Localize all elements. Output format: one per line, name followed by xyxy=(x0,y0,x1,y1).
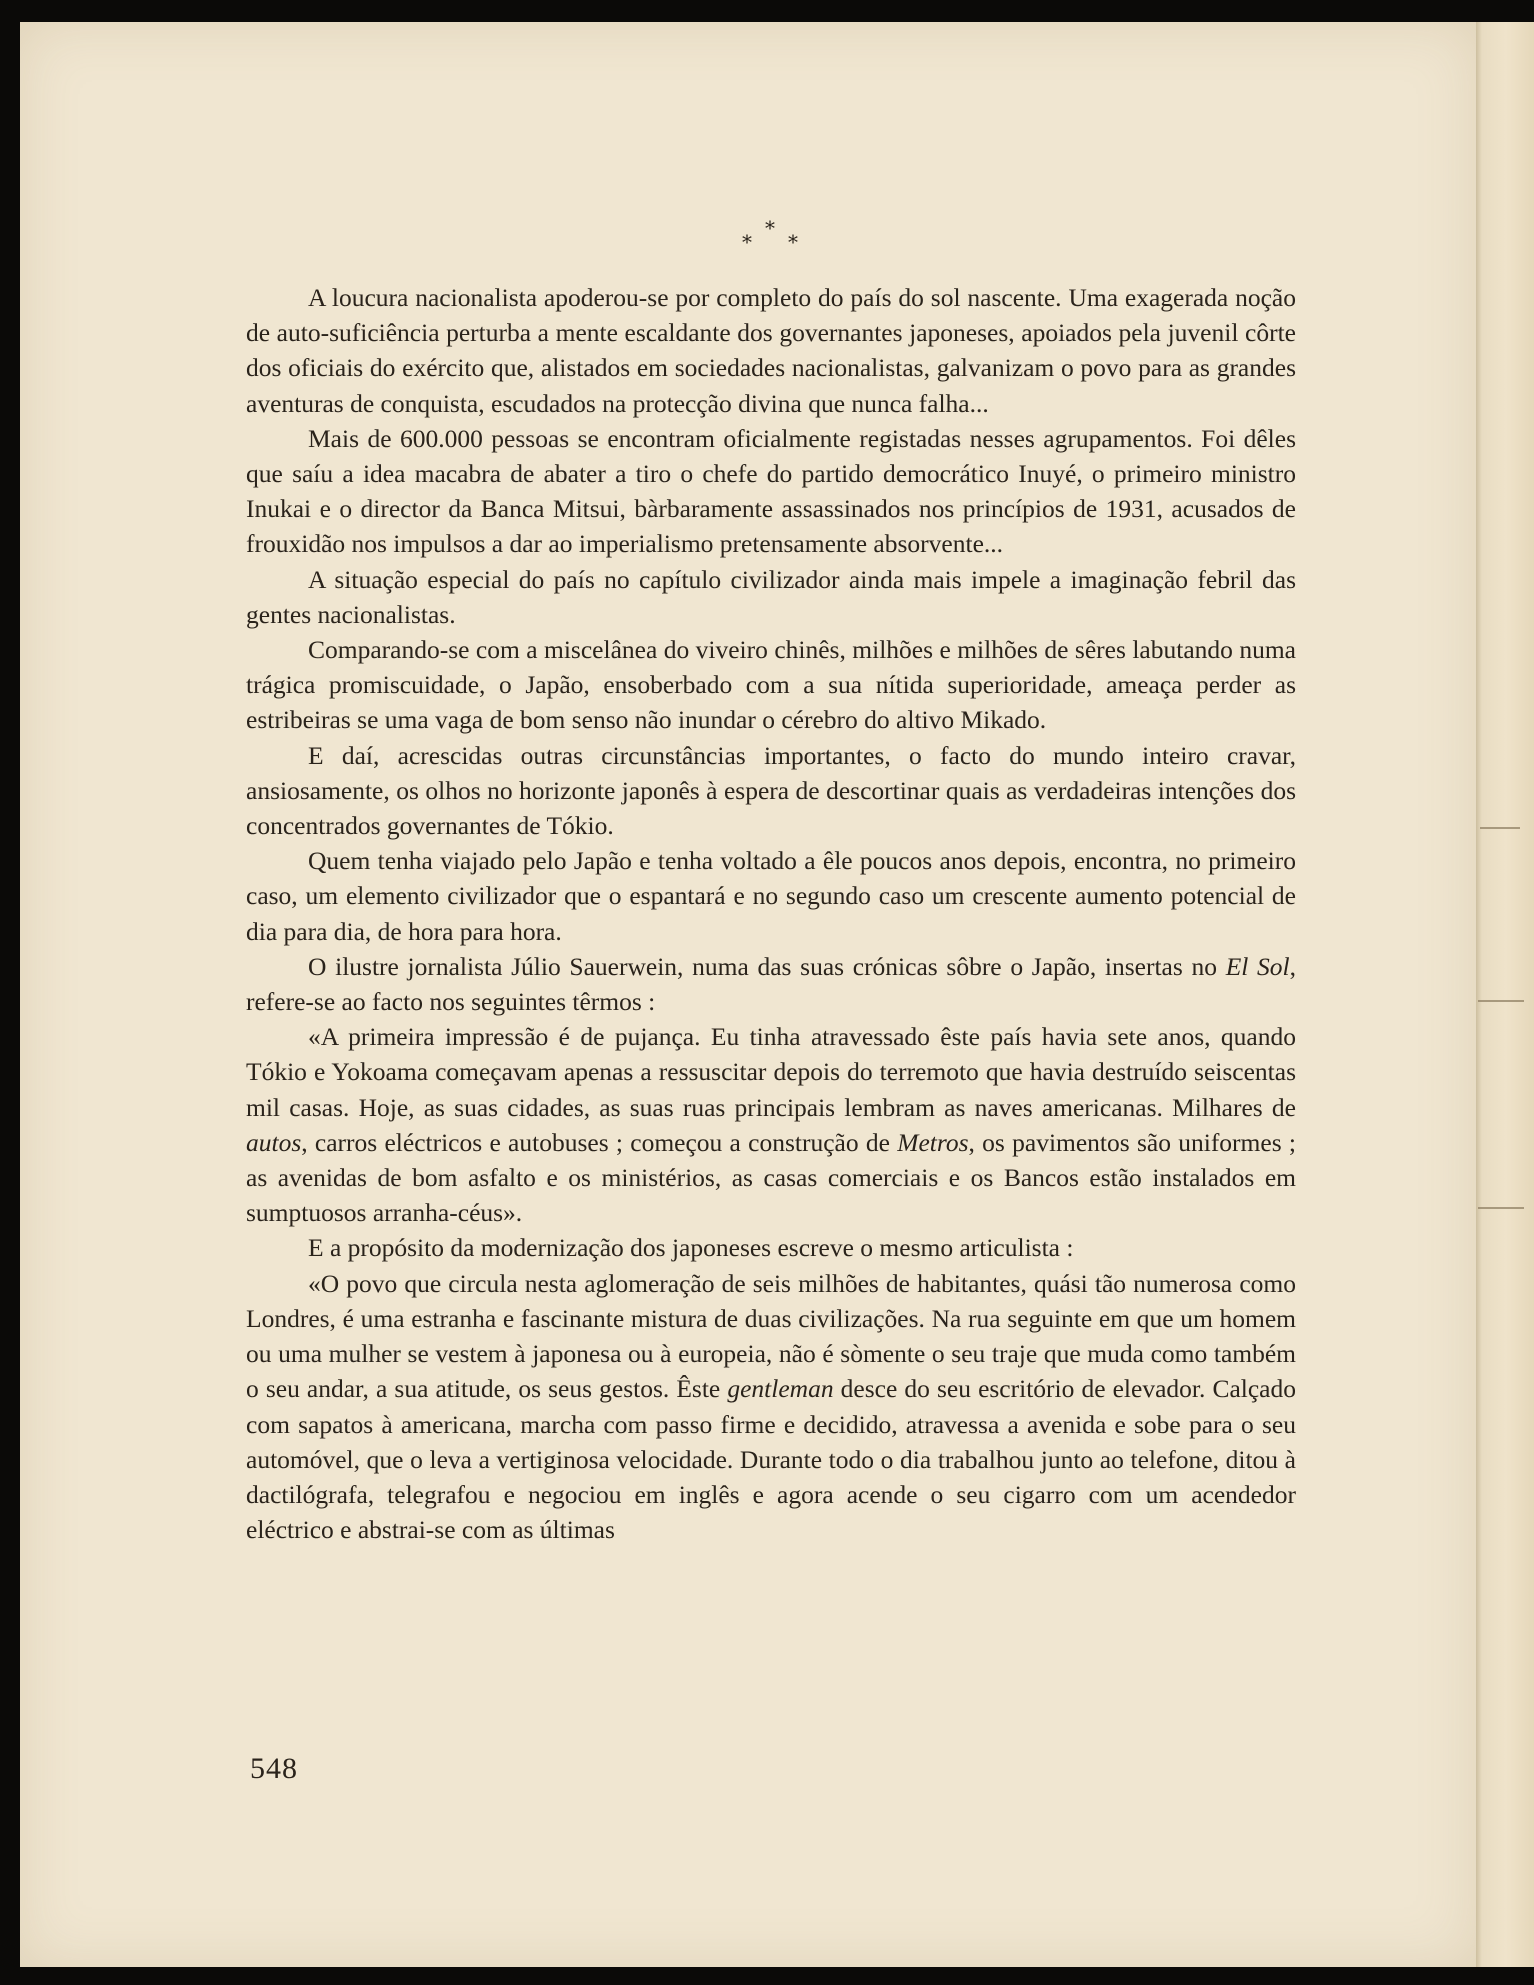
edge-mark xyxy=(1480,827,1520,829)
paragraph: O ilustre jornalista Júlio Sauerwein, numa das suas crónicas sôbre o Japão, insertas no El Sol, refere-se ao facto nos seguintes têrmos : xyxy=(246,951,1297,1017)
paragraph: Mais de 600.000 pessoas se encontram oficialmente registadas nesses agrupamentos. Foi dêles que saíu a idea macabra de abater a tiro o chefe do partido democrático Inuyé, o primeiro ministro Inukai e o director da Banca Mitsui, bàrbaramente assassinados nos princípios de 1931, acusados de frouxidão nos impulsos a dar ao imperialismo pretensamente absorvente... xyxy=(246,423,1296,559)
italic-word: autos xyxy=(246,1127,302,1157)
edge-mark xyxy=(1478,1207,1524,1209)
paragraph: «O povo que circula nesta aglomeração de seis milhões de habitantes, quási tão numerosa como Londres, é uma estranha e fascinante mistura de duas civilizações. Na rua seguinte em que um homem ou uma mulher se vestem à japonesa ou à europeia, não é sòmente o seu traje que muda como também o seu andar, a sua atitude, os seus gestos. Êste gentleman desce do seu escritório de elevador. Calçado com sapatos à americana, marcha com passo firme e decidido, atravessa a avenida e sobe para o seu automóvel, que o leva a vertiginosa velocidade. Durante todo o dia trabalhou junto ao telefone, ditou à dactilógrafa, telegrafou e negociou em inglês e agora acende o seu cigarro com um acendedor eléctrico e abstrai-se com as últimas xyxy=(246,1268,1297,1545)
edge-mark xyxy=(1478,1000,1524,1002)
paragraph: E daí, acrescidas outras circunstâncias importantes, o facto do mundo inteiro cravar, ansiosamente, os olhos no horizonte japonês à espera de descortinar quais as verdadeiras intenções dos concentrados governantes de Tókio. xyxy=(246,740,1296,841)
paragraph: Quem tenha viajado pelo Japão e tenha voltado a êle poucos anos depois, encontra, no primeiro caso, um elemento civilizador que o espantará e no segundo caso um crescente aumento potencial de dia para dia, de hora para hora. xyxy=(246,846,1296,946)
italic-word: gentleman xyxy=(727,1374,834,1404)
asterisk: * xyxy=(765,216,775,240)
page-number: 548 xyxy=(250,1752,298,1785)
paragraph: E a propósito da modernização dos japoneses escreve o mesmo articulista : xyxy=(308,1233,1074,1263)
asterisk: * xyxy=(788,230,798,254)
paragraph: A situação especial do país no capítulo civilizador ainda mais impele a imaginação febril das gentes nacionalistas. xyxy=(246,564,1296,629)
italic-title: El Sol xyxy=(1225,951,1290,981)
body-text xyxy=(246,280,1296,1547)
paragraph: A loucura nacionalista apoderou-se por completo do país do sol nascente. Uma exagerada noção de auto-suficiência perturba a mente escaldante dos governantes japoneses, apoiados pela juvenil côrte dos oficiais do exército que, alistados em sociedades nacionalistas, galvanizam o povo para as grandes aventuras de conquista, escudados na protecção divina que nunca falha... xyxy=(246,283,1296,418)
section-ornament xyxy=(740,218,800,252)
paragraph: «A primeira impressão é de pujança. Eu tinha atravessado êste país havia sete anos, quando Tókio e Yokoama começavam apenas a ressuscitar depois do terremoto que havia destruído seiscentas mil casas. Hoje, as suas cidades, as suas ruas principais lembram as naves americanas. Milhares de autos, carros eléctricos e autobuses ; começou a construção de Metros, os pavimentos são uniformes ; as avenidas de bom asfalto e os ministérios, as casas comerciais e os Bancos estão instalados em sumptuosos arranha-céus». xyxy=(246,1022,1296,1228)
asterisk: * xyxy=(742,230,752,254)
paragraph: Comparando-se com a miscelânea do viveiro chinês, milhões e milhões de sêres labutando numa trágica promiscuidade, o Japão, ensoberbado com a sua nítida superioridade, ameaça perder as estribeiras se uma vaga de bom senso não inundar o cérebro do altivo Mikado. xyxy=(246,635,1296,735)
italic-word: Metros xyxy=(897,1127,969,1157)
next-page-edge xyxy=(1476,22,1534,1967)
